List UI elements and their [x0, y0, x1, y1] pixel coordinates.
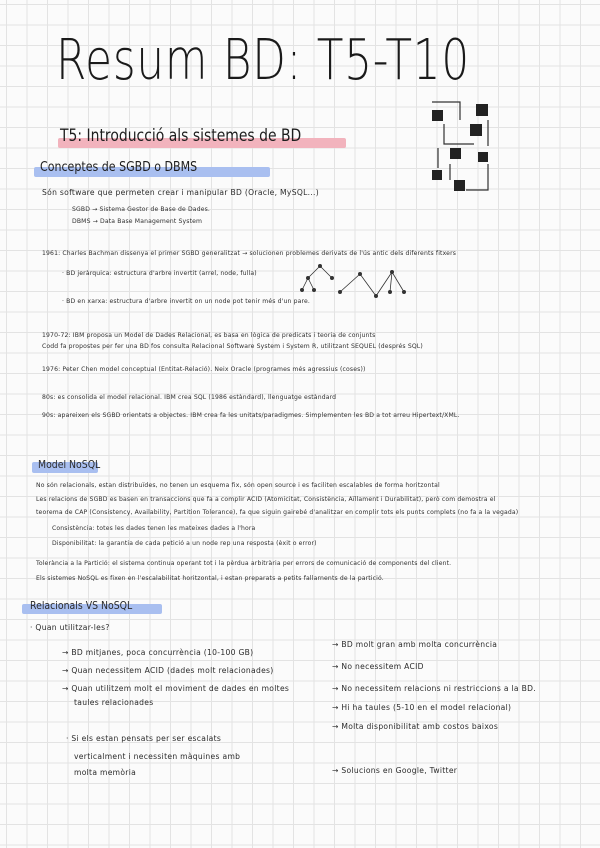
text-line: 80s: es consolida el model relacional. IBM crea SQL (1986 estàndard), llenguatge estàndard: [42, 394, 337, 401]
left-item: · Si els estan pensats per ser escalats: [66, 734, 222, 743]
text-line: 1970-72: IBM proposa un Model de Dades Relacional, es basa en lògica de predicats i teoria de conjunts: [42, 332, 376, 339]
section-heading: Relacionals VS NoSQL: [30, 599, 133, 612]
text-line: Tolerància a la Partició: el sistema continua operant tot i la pèrdua arbitrària per errors de comunicació de components del client.: [36, 560, 452, 567]
text-line: Disponibilitat: la garantia de cada petició a un node rep una resposta (èxit o error): [52, 540, 317, 547]
left-item: molta memòria: [74, 768, 137, 777]
tree-diagram: [300, 262, 410, 310]
text-line: Les relacions de SGBD es basen en transaccions que fa a complir ACID (Atomicitat, Consistència, Aïllament i Durabilitat), però com demostra el: [36, 496, 496, 503]
page-title: Resum BD: T5-T10: [56, 28, 470, 93]
right-item: → BD molt gran amb molta concurrència: [332, 640, 498, 649]
text-line: No són relacionals, estan distribuïdes, no tenen un esquema fix, són open source i es faciliten escalables de forma horitzontal: [36, 482, 440, 489]
left-item: → BD mitjanes, poca concurrència (10-100 GB): [62, 648, 254, 657]
left-item: → Quan necessitem ACID (dades molt relacionades): [62, 666, 274, 675]
section-heading: Model NoSQL: [38, 458, 101, 471]
text-line: SGBD → Sistema Gestor de Base de Dades.: [72, 206, 211, 213]
section-subheading: Conceptes de SGBD o DBMS: [40, 160, 198, 175]
text-line: Els sistemes NoSQL es fixen en l'escalabilitat horitzontal, i estan preparats a petits fallarnents de la partició.: [36, 575, 384, 582]
right-item: → Hi ha taules (5-10 en el model relacional): [332, 703, 512, 712]
left-item: → Quan utilitzem molt el moviment de dades en moltes: [62, 684, 290, 693]
text-line: 90s: apareixen els SGBD orientats a objectes. IBM crea fa les unitats/paradigmes. Simplementen les BD a tot arreu Hipertext/XML.: [42, 412, 460, 419]
text-line: · BD jeràrquica: estructura d'arbre invertit (arrel, node, fulla): [62, 270, 257, 277]
section-heading: T5: Introducció als sistemes de BD: [60, 126, 302, 146]
question-line: · Quan utilitzar-les?: [30, 623, 110, 632]
right-item: → Molta disponibilitat amb costos baixos: [332, 722, 499, 731]
pixel-art-decoration: [430, 100, 502, 200]
text-line: Codd fa propostes per fer una BD fos consulta Relacional Software System i System R, utilitzant SEQUEL (després SQL): [42, 343, 423, 350]
text-line: DBMS → Data Base Management System: [72, 218, 203, 225]
text-line: 1976: Peter Chen model conceptual (Entitat-Relació). Neix Oracle (programes més agressius (coses)): [42, 366, 366, 373]
left-item: verticalment i necessiten màquines amb: [74, 752, 241, 761]
right-item: → No necessitem ACID: [332, 662, 424, 671]
right-item: → Solucions en Google, Twitter: [332, 766, 458, 775]
left-item: taules relacionades: [74, 698, 154, 707]
text-line: Són software que permeten crear i manipular BD (Oracle, MySQL...): [42, 188, 320, 197]
right-item: → No necessitem relacions ni restriccions a la BD.: [332, 684, 536, 693]
text-line: teorema de CAP (Consistency, Availability, Partition Tolerance), fa que siguin gairebé d'analitzar en complir tots els punts complets (no fa a la vegada): [36, 509, 519, 516]
text-line: 1961: Charles Bachman dissenya el primer SGBD generalitzat → solucionen problemes derivats de l'ús antic dels diferents fitxers: [42, 250, 457, 257]
text-line: Consistència: totes les dades tenen les mateixes dades a l'hora: [52, 525, 256, 532]
text-line: · BD en xarxa: estructura d'arbre invertit on un node pot tenir més d'un pare.: [62, 298, 310, 305]
